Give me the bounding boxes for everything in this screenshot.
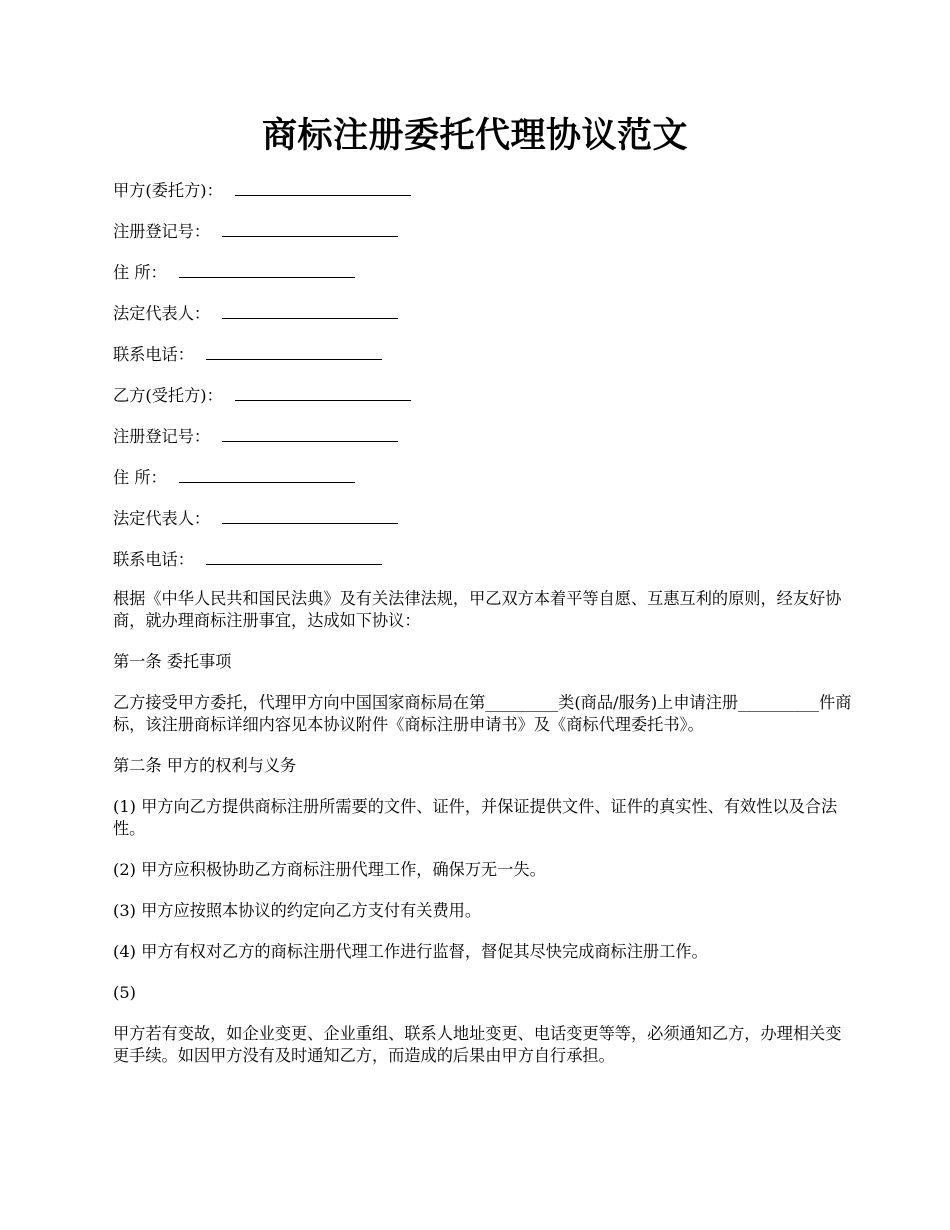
fill-in-blank <box>235 178 411 196</box>
party-a-representative-field <box>113 301 853 323</box>
fill-in-blank <box>222 424 398 442</box>
field-label: 注册登记号： <box>113 427 211 446</box>
fill-in-blank <box>179 465 355 483</box>
field-label: 乙方(受托方)： <box>113 386 223 405</box>
party-b-representative-field <box>113 506 853 528</box>
party-a-registration-field <box>113 219 853 241</box>
fill-in-blank <box>222 219 398 237</box>
field-label: 法定代表人： <box>113 304 211 323</box>
field-label: 住 所： <box>113 468 167 487</box>
fill-in-blank <box>222 506 398 524</box>
field-label: 住 所： <box>113 263 167 282</box>
article-1-heading: 第一条 委托事项 <box>113 652 232 671</box>
fill-in-blank <box>206 547 382 565</box>
party-b-name-field <box>113 383 853 405</box>
party-a-name-field <box>113 178 853 200</box>
fill-in-blank <box>222 301 398 319</box>
party-b-address-field <box>113 465 853 487</box>
field-label: 注册登记号： <box>113 222 211 241</box>
article-2-item-3: (3) 甲方应按照本协议的约定向乙方支付有关费用。 <box>113 901 482 920</box>
article-1-text: 乙方接受甲方委托，代理甲方向中国国家商标局在第_________类(商品/服务)上申请注册__________件商标，该注册商标详细内容见本协议附件《商标注册申请书》及《商标代理委托书》。 <box>113 693 852 734</box>
article-2-item-2: (2) 甲方应积极协助乙方商标注册代理工作，确保万无一失。 <box>113 860 546 879</box>
party-b-phone-field <box>113 547 853 569</box>
party-b-registration-field <box>113 424 853 446</box>
field-label: 法定代表人： <box>113 509 211 528</box>
article-2-heading: 第二条 甲方的权利与义务 <box>113 756 297 775</box>
fill-in-blank <box>179 260 355 278</box>
article-2-item-5-text: 甲方若有变故，如企业变更、企业重组、联系人地址变更、电话变更等等，必须通知乙方，办理相关变更手续。如因甲方没有及时通知乙方，而造成的后果由甲方自行承担。 <box>113 1024 842 1065</box>
document-title: 商标注册委托代理协议范文 <box>261 115 688 156</box>
party-a-phone-field <box>113 342 853 364</box>
party-a-address-field <box>113 260 853 282</box>
fill-in-blank <box>235 383 411 401</box>
fill-in-blank <box>206 342 382 360</box>
document-body <box>113 178 853 1086</box>
article-2-item-1: (1) 甲方向乙方提供商标注册所需要的文件、证件，并保证提供文件、证件的真实性、有效性以及合法性。 <box>113 797 838 838</box>
field-label: 联系电话： <box>113 550 194 569</box>
article-2-item-4: (4) 甲方有权对乙方的商标注册代理工作进行监督，督促其尽快完成商标注册工作。 <box>113 942 708 961</box>
intro-paragraph: 根据《中华人民共和国民法典》及有关法律法规，甲乙双方本着平等自愿、互惠互利的原则，经友好协商，就办理商标注册事宜，达成如下协议： <box>113 589 842 630</box>
field-label: 联系电话： <box>113 345 194 364</box>
article-2-item-5-number: (5) <box>113 983 136 1002</box>
field-label: 甲方(委托方)： <box>113 181 223 200</box>
